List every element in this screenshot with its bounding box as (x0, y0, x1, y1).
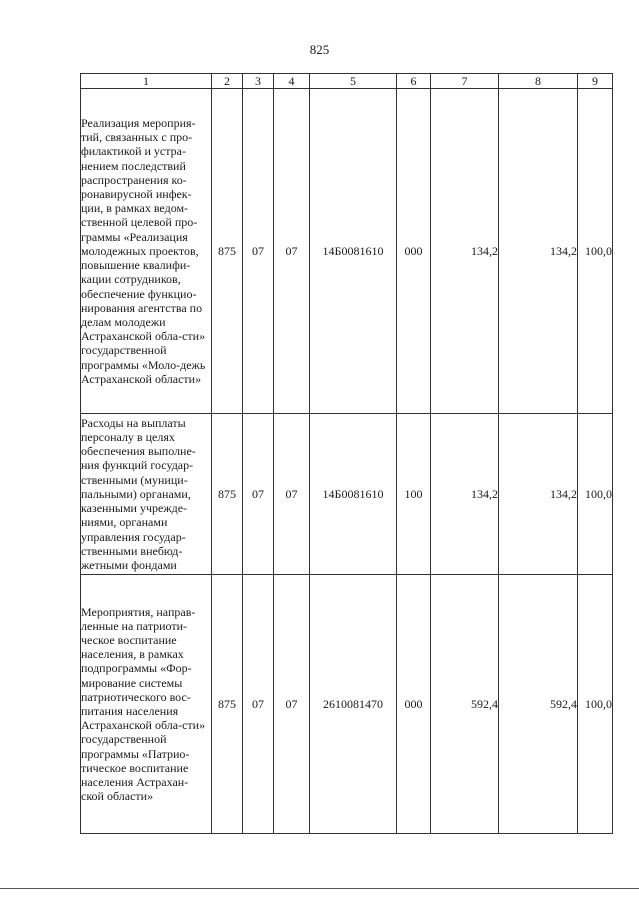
execution-percent: 100,0 (578, 89, 613, 414)
target-article-code: 14Б0081610 (310, 89, 397, 414)
section-code: 07 (243, 414, 274, 575)
ministry-code: 875 (212, 575, 243, 834)
column-header: 4 (274, 74, 310, 89)
target-article-code: 2610081470 (310, 575, 397, 834)
expense-type-code: 000 (397, 575, 431, 834)
planned-amount: 592,4 (431, 575, 499, 834)
subsection-code: 07 (274, 89, 310, 414)
table-row (81, 414, 613, 575)
planned-amount: 134,2 (431, 89, 499, 414)
column-header: 6 (397, 74, 431, 89)
ministry-code: 875 (212, 414, 243, 575)
page-number: 825 (309, 42, 330, 57)
expense-type-code: 000 (397, 89, 431, 414)
section-code: 07 (243, 89, 274, 414)
target-article-code: 14Б0081610 (310, 414, 397, 575)
column-header: 8 (499, 74, 578, 89)
ministry-code: 875 (212, 89, 243, 414)
row-description: Мероприятия, направ-ленные на патриоти-ческое воспитание населения, в рамках подпрограммы «Фор-мирование системы патриотического вос-питания населения Астраханской обла-сти» государственной программы «Патрио-тическое воспитание населения Астрахан-ской области» (81, 575, 212, 834)
column-header: 9 (578, 74, 613, 89)
row-description: Реализация мероприя-тий, связанных с про-филактикой и устра-нением последствий распространения ко-ронавирусной инфек-ции, в рамках ведом-ственной целевой про-граммы «Реализация молодежных проектов, повышение квалифи-кации сотрудников, обеспечение функцио-нирования агентства по делам молодежи Астраханской обла-сти» государственной программы «Моло-дежь Астраханской области» (81, 89, 212, 414)
executed-amount: 592,4 (499, 575, 578, 834)
header-row (81, 74, 613, 89)
execution-percent: 100,0 (578, 414, 613, 575)
executed-amount: 134,2 (499, 414, 578, 575)
planned-amount: 134,2 (431, 414, 499, 575)
table-row (81, 575, 613, 834)
expense-type-code: 100 (397, 414, 431, 575)
budget-table (80, 73, 613, 834)
subsection-code: 07 (274, 575, 310, 834)
table-row (81, 89, 613, 414)
column-header: 3 (243, 74, 274, 89)
column-header: 5 (310, 74, 397, 89)
bottom-divider (0, 888, 639, 889)
executed-amount: 134,2 (499, 89, 578, 414)
subsection-code: 07 (274, 414, 310, 575)
row-description: Расходы на выплаты персоналу в целях обеспечения выполне-ния функций государ-ственными (муници-пальными) органами, казенными учрежде-ниями, органами управления государ-ственными внебюд-жетными фондами (81, 414, 212, 575)
column-header: 7 (431, 74, 499, 89)
execution-percent: 100,0 (578, 575, 613, 834)
column-header: 2 (212, 74, 243, 89)
section-code: 07 (243, 575, 274, 834)
column-header: 1 (81, 74, 212, 89)
